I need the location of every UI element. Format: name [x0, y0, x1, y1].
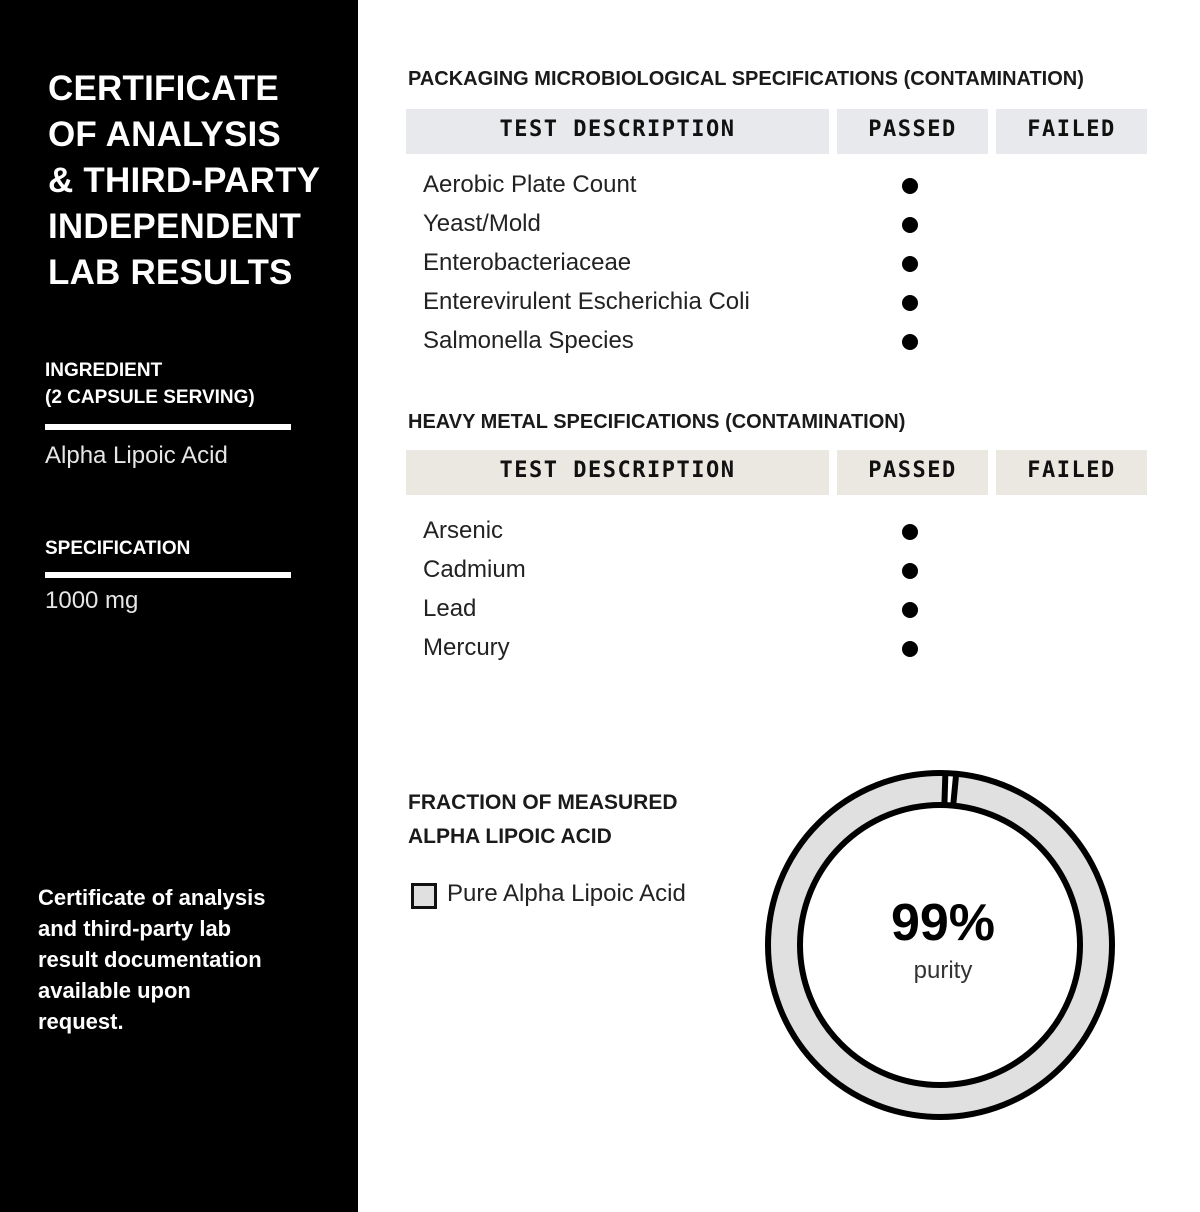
table-row	[406, 208, 1148, 247]
test-name: Aerobic Plate Count	[423, 171, 637, 198]
test-name: Arsenic	[423, 517, 504, 544]
title-line: CERTIFICATE	[48, 69, 279, 108]
test-name: Enterobacteriaceae	[423, 249, 632, 276]
test-name: Mercury	[423, 634, 510, 661]
table-row	[406, 515, 1148, 554]
fraction-title	[408, 786, 678, 854]
micro-table-body	[406, 169, 1148, 364]
header-test-description: TEST DESCRIPTION	[406, 450, 829, 495]
header-test-description: TEST DESCRIPTION	[406, 109, 829, 154]
legend-label: Pure Alpha Lipoic Acid	[447, 880, 686, 907]
micro-table-header	[406, 109, 1148, 154]
passed-dot-icon	[902, 217, 918, 233]
table-row	[406, 554, 1148, 593]
header-passed: PASSED	[837, 109, 988, 154]
passed-dot-icon	[902, 563, 918, 579]
test-name: Lead	[423, 595, 477, 622]
purity-value: 99%	[890, 894, 996, 952]
table-row	[406, 286, 1148, 325]
table-row	[406, 632, 1148, 671]
donut-slice-divider	[953, 774, 956, 806]
title-line: OF ANALYSIS	[48, 115, 281, 154]
table-row	[406, 325, 1148, 364]
legend-swatch	[411, 883, 437, 909]
metal-table-body	[406, 515, 1148, 671]
passed-dot-icon	[902, 256, 918, 272]
specification-value: 1000 mg	[45, 587, 139, 614]
ingredient-divider	[45, 424, 291, 430]
availability-note	[38, 882, 308, 1037]
specification-label: SPECIFICATION	[45, 538, 191, 559]
passed-dot-icon	[902, 524, 918, 540]
title-line: INDEPENDENT	[48, 207, 302, 246]
note-line: request.	[38, 1009, 124, 1034]
certificate-title	[48, 66, 348, 296]
passed-dot-icon	[902, 602, 918, 618]
title-line: LAB RESULTS	[48, 253, 293, 292]
ingredient-label-line: (2 CAPSULE SERVING)	[45, 387, 255, 408]
test-name: Yeast/Mold	[423, 210, 541, 237]
ingredient-value: Alpha Lipoic Acid	[45, 442, 228, 469]
ingredient-label	[45, 357, 255, 411]
table-row	[406, 247, 1148, 286]
passed-dot-icon	[902, 178, 918, 194]
title-line: & THIRD-PARTY	[48, 161, 321, 200]
header-passed: PASSED	[837, 450, 988, 495]
test-name: Salmonella Species	[423, 327, 634, 354]
header-failed: FAILED	[996, 450, 1147, 495]
passed-dot-icon	[902, 295, 918, 311]
note-line: and third-party lab	[38, 916, 232, 941]
test-name: Cadmium	[423, 556, 526, 583]
fraction-title-line: FRACTION OF MEASURED	[408, 791, 678, 814]
metal-table-header	[406, 450, 1148, 495]
ingredient-label-line: INGREDIENT	[45, 360, 163, 381]
fraction-title-line: ALPHA LIPOIC ACID	[408, 825, 612, 848]
test-name: Enterevirulent Escherichia Coli	[423, 288, 750, 315]
specification-divider	[45, 572, 291, 578]
donut-slice-divider	[944, 773, 945, 805]
passed-dot-icon	[902, 334, 918, 350]
table-row	[406, 593, 1148, 632]
table-row	[406, 169, 1148, 208]
note-line: Certificate of analysis	[38, 885, 266, 910]
passed-dot-icon	[902, 641, 918, 657]
purity-caption: purity	[913, 957, 973, 984]
header-failed: FAILED	[996, 109, 1147, 154]
note-line: result documentation	[38, 947, 262, 972]
metal-section-title: HEAVY METAL SPECIFICATIONS (CONTAMINATION)	[408, 411, 906, 433]
sidebar	[0, 0, 358, 1212]
note-line: available upon	[38, 978, 191, 1003]
micro-section-title: PACKAGING MICROBIOLOGICAL SPECIFICATIONS (CONTAMINATION)	[408, 68, 1084, 90]
